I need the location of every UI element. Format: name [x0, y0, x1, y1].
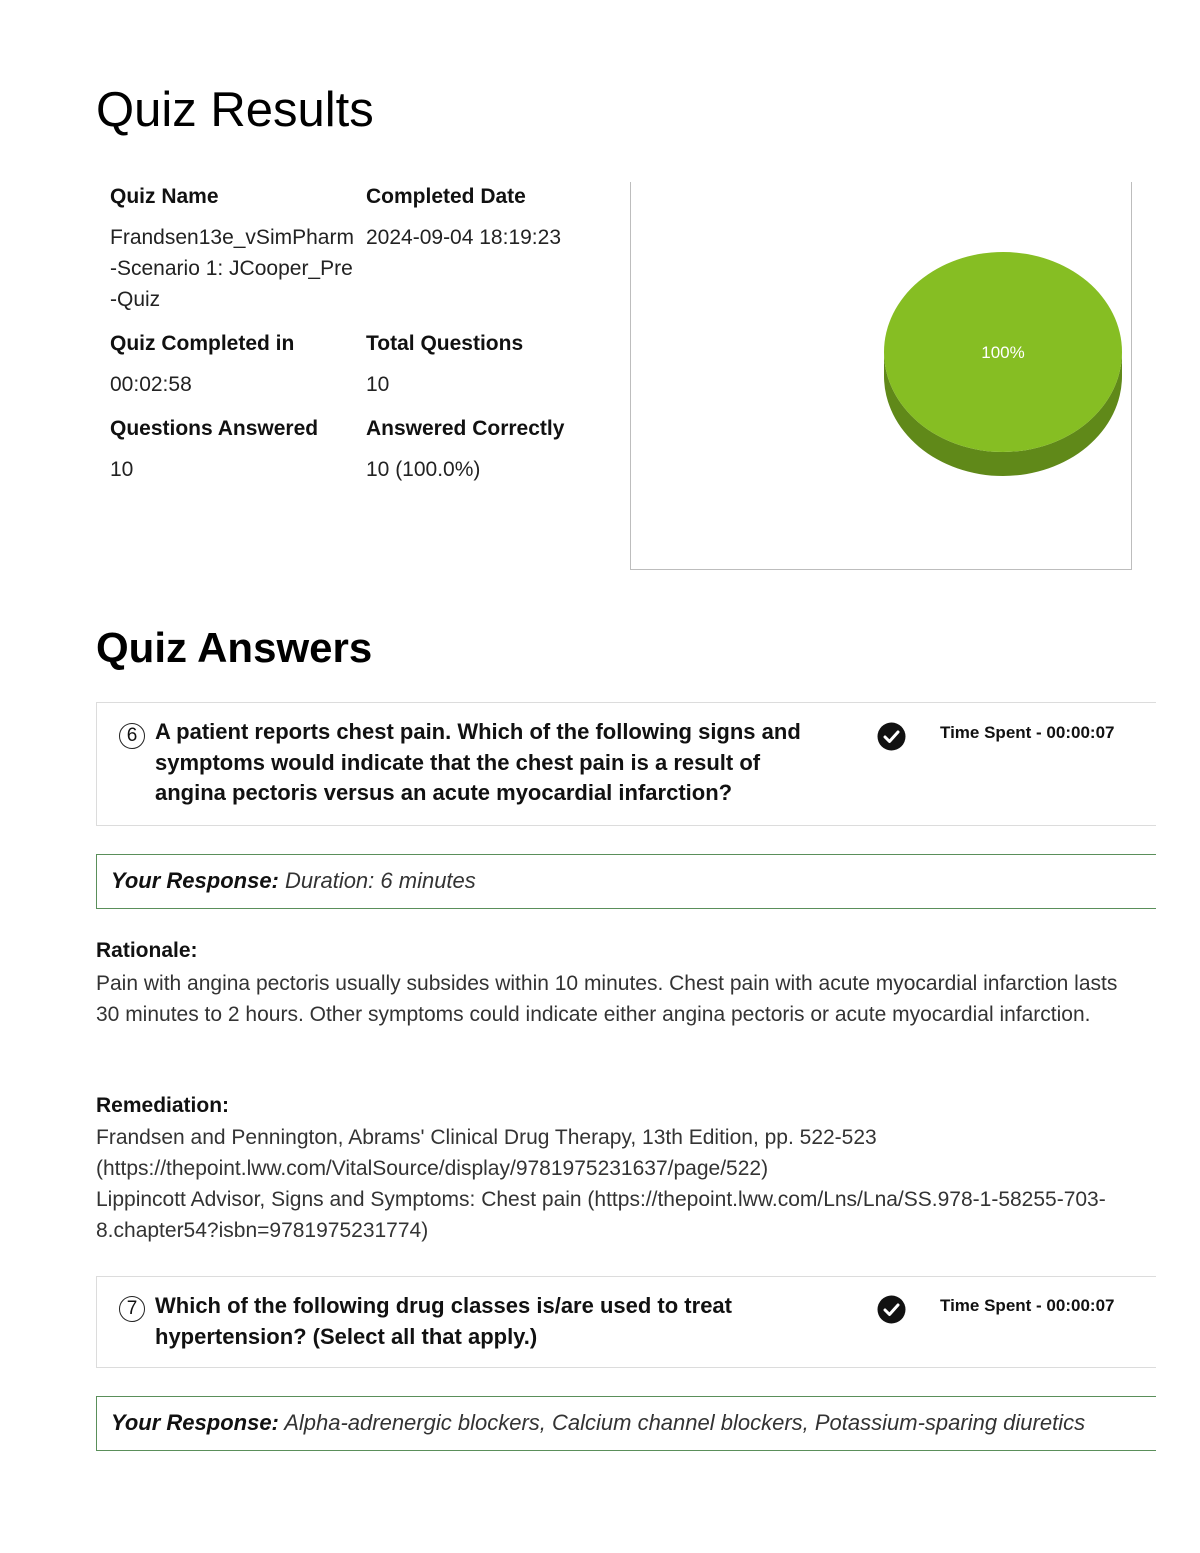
your-response-box [96, 854, 1156, 909]
time-spent: Time Spent - 00:00:07 [940, 1296, 1115, 1315]
question-number: 6 [119, 723, 145, 749]
answered-correctly-label: Answered Correctly [366, 417, 565, 440]
remediation-reference: Lippincott Advisor, Signs and Symptoms: Chest pain (https://thepoint.lww.com/Lns/Lna/SS.978-1-58255-703-8.chapter54?isbn=9781975231774) [96, 1188, 1106, 1242]
question-card [96, 1276, 1156, 1368]
your-response-value: Alpha-adrenergic blockers, Calcium channel blockers, Potassium-sparing diuretics [284, 1410, 1086, 1435]
question-number: 7 [119, 1296, 145, 1322]
check-circle-icon [877, 1295, 906, 1324]
questions-answered-value: 10 [110, 458, 134, 481]
pie-chart-svg [631, 182, 1131, 568]
quiz-answers-title: Quiz Answers [96, 624, 373, 671]
question-card [96, 702, 1156, 826]
pie-data-label: 100% [981, 343, 1025, 362]
rationale-text: Pain with angina pectoris usually subsides within 10 minutes. Chest pain with acute myocardial infarction lasts 30 minutes to 2 hours. Other symptoms could indicate either angina pectoris or acute myocardial infarction. [96, 972, 1118, 1026]
question-text: A patient reports chest pain. Which of the following signs and symptoms would indicate that the chest pain is a result of angina pectoris versus an acute myocardial infarction? [155, 719, 801, 805]
questions-answered-label: Questions Answered [110, 417, 319, 440]
your-response-value: Duration: 6 minutes [285, 868, 476, 893]
rationale-heading: Rationale: [96, 939, 198, 962]
quiz-name-label: Quiz Name [110, 185, 219, 208]
your-response-label: Your Response: [111, 1410, 279, 1435]
results-pie-chart [630, 182, 1132, 570]
quiz-summary [110, 180, 610, 497]
remediation-reference: Frandsen and Pennington, Abrams' Clinical Drug Therapy, 13th Edition, pp. 522-523 (https://thepoint.lww.com/VitalSource/display/9781975231637/page/522) [96, 1126, 877, 1180]
completed-date-value: 2024-09-04 18:19:23 [366, 226, 561, 249]
page-title: Quiz Results [96, 83, 374, 137]
quiz-name-value: Frandsen13e_vSimPharm-Scenario 1: JCooper_Pre-Quiz [110, 226, 354, 311]
total-questions-label: Total Questions [366, 332, 524, 355]
remediation-heading: Remediation: [96, 1094, 230, 1117]
answered-correctly-value: 10 (100.0%) [366, 458, 481, 481]
your-response-box [96, 1396, 1156, 1451]
question-text: Which of the following drug classes is/are used to treat hypertension? (Select all that apply.) [155, 1293, 732, 1349]
total-questions-value: 10 [366, 373, 390, 396]
completed-date-label: Completed Date [366, 185, 526, 208]
completed-in-value: 00:02:58 [110, 373, 192, 396]
completed-in-label: Quiz Completed in [110, 332, 295, 355]
check-circle-icon [877, 722, 906, 751]
remediation-text [96, 1122, 1141, 1246]
your-response-label: Your Response: [111, 868, 279, 893]
time-spent: Time Spent - 00:00:07 [940, 723, 1115, 742]
